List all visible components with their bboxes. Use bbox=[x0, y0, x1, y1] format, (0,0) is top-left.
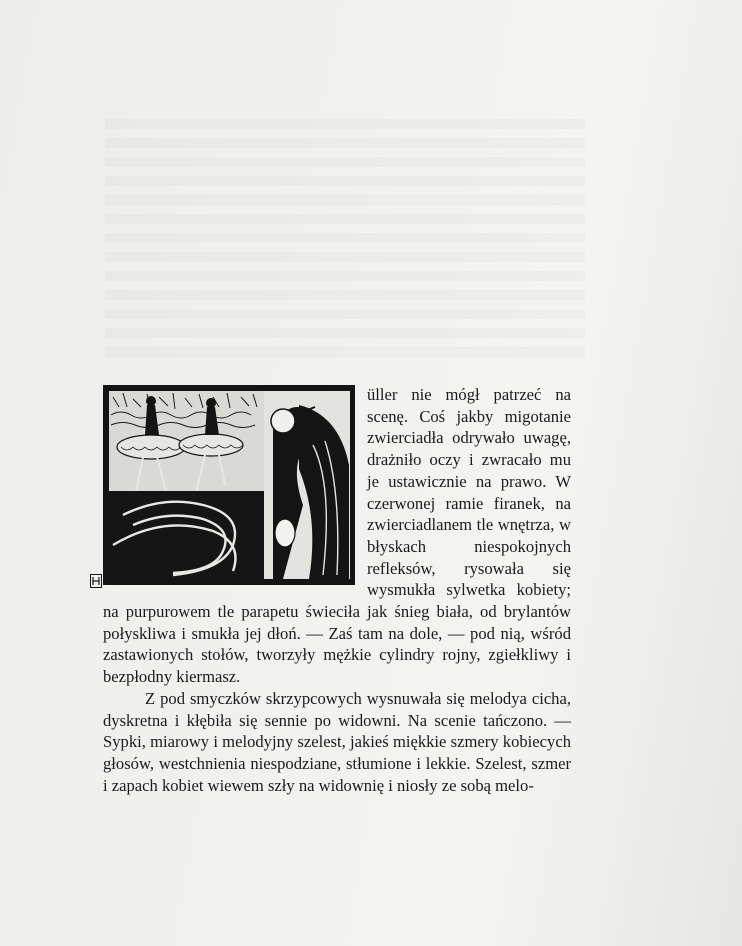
artist-monogram-icon bbox=[90, 574, 102, 588]
bleed-through-text bbox=[105, 110, 585, 360]
woodcut-illustration bbox=[103, 385, 355, 588]
body-text bbox=[103, 384, 571, 796]
theater-scene-woodcut bbox=[103, 385, 355, 585]
paragraph-1: üller nie mógł patrzeć na scenę. Coś jakby migotanie zwierciadła odrywało uwagę, drażniło oczy i zwracało mu je ustawicznie na prawo. W czerwonej ramie firanek, na zwierciadlanem tle wnętrza, w błyskach niespokojnych refleksów, rysowała się wysmukła sylwetka kobiety; na purpurowem tle parapetu świeciła jak śnieg biała, od brylantów połyskliwa i smukła jej dłoń. — Zaś tam na dole, — pod nią, wśród zastawionych stołów, tworzyły mężkie cylindry rojny, zgiełkliwy i bezpłodny kiermasz. bbox=[103, 385, 571, 687]
paragraph-2: Z pod smyczków skrzypcowych wysnuwała się melodya cicha, dyskretna i kłębiła się sennie po widowni. Na scenie tańczono. — Sypki, miarowy i melodyjny szelest, jakieś miękkie szmery kobiecych głosów, westchnienia niespodziane, stłumione i lekkie. Szelest, szmer i zapach kobiet wiewem szły na widownię i niosły ze sobą melo- bbox=[103, 688, 571, 795]
